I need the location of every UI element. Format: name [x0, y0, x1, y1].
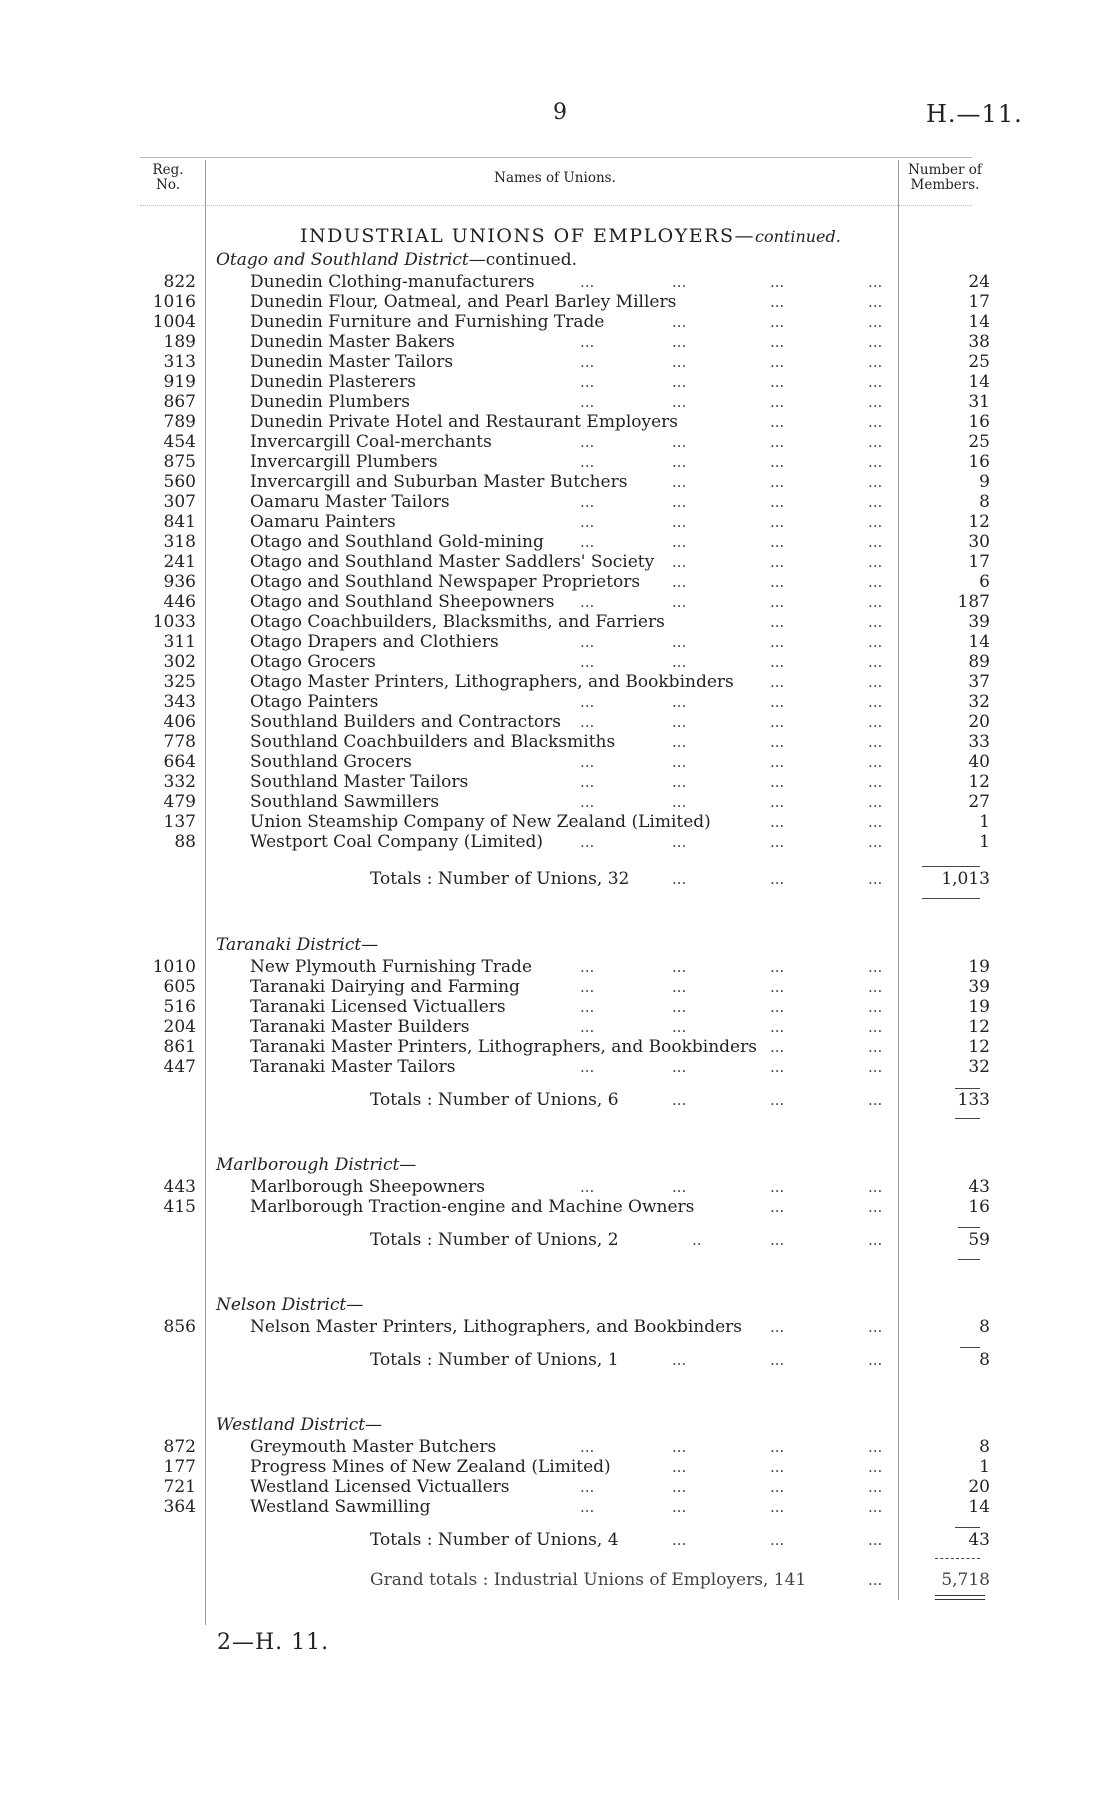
union-name: Progress Mines of New Zealand (Limited) — [250, 1457, 611, 1477]
reg-number: 313 — [163, 352, 196, 372]
union-name: Invercargill Coal-merchants — [250, 432, 492, 452]
table-row — [0, 512, 1114, 532]
leader-dots: ... ... ... ... — [580, 958, 883, 976]
leader-dots: ... ... ... — [672, 1091, 883, 1109]
table-row — [0, 1497, 1114, 1517]
marlborough-total-rule-bottom — [958, 1259, 980, 1260]
otago-heading-text: Otago and Southland District — [216, 250, 469, 270]
grand-total-double-rule — [935, 1595, 985, 1600]
reg-number: 1016 — [152, 292, 196, 312]
district-heading-taranaki: Taranaki District— — [216, 935, 379, 955]
reg-number: 302 — [163, 652, 196, 672]
leader-dots: ... ... ... ... — [580, 453, 883, 471]
leader-dots: ... ... ... ... — [580, 1438, 883, 1456]
union-name: Oamaru Master Tailors — [250, 492, 450, 512]
table-row — [0, 792, 1114, 812]
leader-dots: ... ... ... ... — [580, 493, 883, 511]
leader-dots: ... ... ... — [672, 313, 883, 331]
table-row — [0, 412, 1114, 432]
union-name: Marlborough Traction-engine and Machine Owners — [250, 1197, 695, 1217]
reg-number: 822 — [163, 272, 196, 292]
table-row — [0, 612, 1114, 632]
table-row — [0, 332, 1114, 352]
leader-dots: ... ... ... — [672, 733, 883, 751]
table-row — [0, 592, 1114, 612]
reg-number: 841 — [163, 512, 196, 532]
page-number: 9 — [553, 100, 567, 125]
union-name: New Plymouth Furnishing Trade — [250, 957, 533, 977]
grand-totals-value: 5,718 — [941, 1570, 990, 1590]
totals-label: Totals : Number of Unions, 2 — [370, 1230, 619, 1250]
union-name: Invercargill and Suburban Master Butchers — [250, 472, 628, 492]
reg-number: 454 — [163, 432, 196, 452]
member-count: 25 — [968, 352, 990, 372]
union-name: Dunedin Private Hotel and Restaurant Employers — [250, 412, 679, 432]
leader-dots: ... ... ... — [672, 553, 883, 571]
reg-number: 1010 — [152, 957, 196, 977]
union-name: Otago and Southland Newspaper Proprietors — [250, 572, 641, 592]
members-header — [900, 163, 990, 193]
page-footer: 2—H. 11. — [217, 1630, 330, 1655]
table-row — [0, 672, 1114, 692]
member-count: 17 — [968, 552, 990, 572]
union-name: Westland Sawmilling — [250, 1497, 431, 1517]
leader-dots: ... ... ... ... — [580, 353, 883, 371]
table-row — [0, 292, 1114, 312]
union-name: Otago Grocers — [250, 652, 376, 672]
taranaki-totals-row — [0, 1089, 1114, 1111]
reg-number: 189 — [163, 332, 196, 352]
union-name: Taranaki Master Tailors — [250, 1057, 456, 1077]
member-count: 24 — [968, 272, 990, 292]
totals-value: 8 — [979, 1350, 990, 1370]
member-count: 12 — [968, 1017, 990, 1037]
table-row — [0, 632, 1114, 652]
reg-number: 318 — [163, 532, 196, 552]
table-row — [0, 772, 1114, 792]
union-name: Dunedin Master Bakers — [250, 332, 455, 352]
member-count: 89 — [968, 652, 990, 672]
totals-value: 133 — [957, 1090, 990, 1110]
totals-value: 1,013 — [941, 869, 990, 889]
table-row — [0, 712, 1114, 732]
leader-dots: ... ... ... ... — [580, 373, 883, 391]
table-row — [0, 957, 1114, 977]
member-count: 39 — [968, 612, 990, 632]
table-row — [0, 352, 1114, 372]
section-title-text: INDUSTRIAL UNIONS OF EMPLOYERS— — [300, 225, 755, 247]
marlborough-totals-row — [0, 1229, 1114, 1251]
reg-number: 778 — [163, 732, 196, 752]
union-name: Oamaru Painters — [250, 512, 396, 532]
member-count: 9 — [979, 472, 990, 492]
union-name: Otago and Southland Gold-mining — [250, 532, 544, 552]
union-name: Union Steamship Company of New Zealand (Limited) — [250, 812, 711, 832]
member-count: 19 — [968, 957, 990, 977]
leader-dots: ... ... ... ... — [580, 513, 883, 531]
member-count: 12 — [968, 1037, 990, 1057]
reg-number: 875 — [163, 452, 196, 472]
union-name: Greymouth Master Butchers — [250, 1437, 497, 1457]
union-name: Otago Master Printers, Lithographers, and Bookbinders — [250, 672, 734, 692]
union-name: Dunedin Clothing-manufacturers — [250, 272, 535, 292]
leader-dots: .. ... ... — [692, 1231, 883, 1249]
leader-dots: ... ... — [770, 1038, 883, 1056]
reg-number: 936 — [163, 572, 196, 592]
table-row — [0, 472, 1114, 492]
member-count: 37 — [968, 672, 990, 692]
member-count: 12 — [968, 512, 990, 532]
reg-number: 325 — [163, 672, 196, 692]
table-row — [0, 652, 1114, 672]
member-count: 31 — [968, 392, 990, 412]
union-name: Westport Coal Company (Limited) — [250, 832, 544, 852]
member-count: 16 — [968, 412, 990, 432]
member-count: 8 — [979, 1317, 990, 1337]
member-count: 30 — [968, 532, 990, 552]
union-name: Nelson Master Printers, Lithographers, and Bookbinders — [250, 1317, 743, 1337]
union-name: Westland Licensed Victuallers — [250, 1477, 510, 1497]
leader-dots: ... ... ... ... — [580, 393, 883, 411]
member-count: 20 — [968, 712, 990, 732]
reg-number: 364 — [163, 1497, 196, 1517]
reg-number: 177 — [163, 1457, 196, 1477]
header-top-rule — [140, 157, 972, 158]
member-count: 33 — [968, 732, 990, 752]
leader-dots: ... ... ... — [672, 473, 883, 491]
reg-number: 332 — [163, 772, 196, 792]
table-row — [0, 572, 1114, 592]
table-row — [0, 732, 1114, 752]
totals-value: 59 — [968, 1230, 990, 1250]
westland-totals-row — [0, 1529, 1114, 1551]
union-name: Otago Coachbuilders, Blacksmiths, and Farriers — [250, 612, 665, 632]
reg-number: 872 — [163, 1437, 196, 1457]
table-row — [0, 432, 1114, 452]
leader-dots: ... ... ... ... — [580, 753, 883, 771]
union-name: Otago Painters — [250, 692, 379, 712]
reg-header-line1: Reg. — [152, 162, 184, 178]
table-row — [0, 392, 1114, 412]
names-header: Names of Unions. — [494, 170, 616, 186]
reg-number: 516 — [163, 997, 196, 1017]
reg-number: 1033 — [152, 612, 196, 632]
leader-dots: ... ... ... ... — [580, 593, 883, 611]
member-count: 14 — [968, 312, 990, 332]
union-name: Taranaki Master Builders — [250, 1017, 470, 1037]
reg-number: 560 — [163, 472, 196, 492]
table-row — [0, 492, 1114, 512]
leader-dots: ... ... ... ... — [580, 713, 883, 731]
leader-dots: ... ... — [770, 673, 883, 691]
union-name: Otago and Southland Sheepowners — [250, 592, 555, 612]
leader-dots: ... ... — [770, 813, 883, 831]
otago-total-rule — [922, 866, 980, 867]
union-name: Otago and Southland Master Saddlers' Society — [250, 552, 655, 572]
member-count: 1 — [979, 812, 990, 832]
totals-label: Totals : Number of Unions, 32 — [370, 869, 630, 889]
union-name: Dunedin Plasterers — [250, 372, 416, 392]
leader-dots: ... ... ... ... — [580, 1498, 883, 1516]
reg-number: 721 — [163, 1477, 196, 1497]
union-name: Southland Builders and Contractors — [250, 712, 562, 732]
reg-number: 919 — [163, 372, 196, 392]
section-title-continued: continued. — [755, 227, 841, 246]
leader-dots: ... ... — [770, 413, 883, 431]
leader-dots: ... ... ... ... — [580, 533, 883, 551]
members-header-line2: Members. — [910, 177, 980, 193]
leader-dots: ... ... ... — [672, 870, 883, 888]
table-row — [0, 1457, 1114, 1477]
table-row — [0, 1057, 1114, 1077]
leader-dots: ... ... ... — [672, 1351, 883, 1369]
table-row — [0, 452, 1114, 472]
table-row — [0, 312, 1114, 332]
table-row — [0, 997, 1114, 1017]
table-row — [0, 1437, 1114, 1457]
table-row — [0, 977, 1114, 997]
table-row — [0, 1177, 1114, 1197]
member-count: 14 — [968, 1497, 990, 1517]
member-count: 40 — [968, 752, 990, 772]
member-count: 8 — [979, 492, 990, 512]
reg-number: 605 — [163, 977, 196, 997]
union-name: Southland Master Tailors — [250, 772, 469, 792]
district-heading-westland: Westland District— — [216, 1415, 383, 1435]
leader-dots: ... ... ... — [672, 1458, 883, 1476]
reg-number: 867 — [163, 392, 196, 412]
table-row — [0, 832, 1114, 852]
table-row — [0, 1197, 1114, 1217]
nelson-total-rule — [960, 1347, 980, 1348]
table-row — [0, 692, 1114, 712]
union-name: Dunedin Furniture and Furnishing Trade — [250, 312, 605, 332]
union-name: Taranaki Master Printers, Lithographers, and Bookbinders — [250, 1037, 757, 1057]
reg-number: 446 — [163, 592, 196, 612]
leader-dots: ... ... ... ... — [580, 633, 883, 651]
table-row — [0, 552, 1114, 572]
member-count: 38 — [968, 332, 990, 352]
grand-totals-row — [0, 1569, 1114, 1591]
member-count: 25 — [968, 432, 990, 452]
reg-number: 447 — [163, 1057, 196, 1077]
district-heading-nelson: Nelson District— — [216, 1295, 364, 1315]
member-count: 27 — [968, 792, 990, 812]
leader-dots: ... — [868, 1571, 883, 1589]
member-count: 14 — [968, 372, 990, 392]
leader-dots: ... ... ... ... — [580, 998, 883, 1016]
member-count: 20 — [968, 1477, 990, 1497]
member-count: 8 — [979, 1437, 990, 1457]
reg-number: 664 — [163, 752, 196, 772]
table-row — [0, 272, 1114, 292]
union-name: Invercargill Plumbers — [250, 452, 438, 472]
member-count: 43 — [968, 1177, 990, 1197]
leader-dots: ... ... ... ... — [580, 978, 883, 996]
members-header-line1: Number of — [908, 162, 982, 178]
table-row — [0, 752, 1114, 772]
member-count: 1 — [979, 832, 990, 852]
member-count: 6 — [979, 572, 990, 592]
westland-total-rule — [955, 1527, 980, 1528]
table-row — [0, 1317, 1114, 1337]
leader-dots: ... ... ... ... — [580, 1178, 883, 1196]
reg-number: 789 — [163, 412, 196, 432]
member-count: 19 — [968, 997, 990, 1017]
taranaki-total-rule-bottom — [955, 1118, 980, 1119]
reg-number: 479 — [163, 792, 196, 812]
leader-dots: ... ... ... ... — [580, 433, 883, 451]
union-name: Southland Grocers — [250, 752, 412, 772]
union-name: Southland Coachbuilders and Blacksmiths — [250, 732, 616, 752]
reg-number: 443 — [163, 1177, 196, 1197]
otago-totals-row — [0, 868, 1114, 890]
reg-no-header — [140, 163, 196, 193]
union-name: Dunedin Plumbers — [250, 392, 410, 412]
leader-dots: ... ... — [770, 613, 883, 631]
member-count: 187 — [957, 592, 990, 612]
district-heading-otago — [216, 250, 577, 270]
union-name: Dunedin Master Tailors — [250, 352, 454, 372]
totals-label: Totals : Number of Unions, 1 — [370, 1350, 619, 1370]
nelson-totals-row — [0, 1349, 1114, 1371]
reg-number: 204 — [163, 1017, 196, 1037]
leader-dots: ... ... ... ... — [580, 693, 883, 711]
reg-number: 406 — [163, 712, 196, 732]
member-count: 1 — [979, 1457, 990, 1477]
marlborough-total-rule — [958, 1227, 980, 1228]
member-count: 16 — [968, 452, 990, 472]
member-count: 32 — [968, 1057, 990, 1077]
leader-dots: ... ... — [770, 1318, 883, 1336]
leader-dots: ... ... ... ... — [580, 833, 883, 851]
member-count: 39 — [968, 977, 990, 997]
district-heading-marlborough: Marlborough District— — [216, 1155, 417, 1175]
header-bottom-rule — [140, 205, 972, 206]
union-name: Taranaki Dairying and Farming — [250, 977, 520, 997]
table-row — [0, 1037, 1114, 1057]
grand-totals-label: Grand totals : Industrial Unions of Employers, 141 — [370, 1570, 807, 1590]
reg-number: 307 — [163, 492, 196, 512]
union-name: Southland Sawmillers — [250, 792, 440, 812]
leader-dots: ... ... ... — [672, 1531, 883, 1549]
table-row — [0, 1477, 1114, 1497]
section-title — [300, 225, 841, 247]
table-row — [0, 812, 1114, 832]
otago-total-rule-bottom — [922, 898, 980, 899]
member-count: 17 — [968, 292, 990, 312]
union-name: Dunedin Flour, Oatmeal, and Pearl Barley Millers — [250, 292, 677, 312]
leader-dots: ... ... ... ... — [580, 273, 883, 291]
reg-number: 1004 — [152, 312, 196, 332]
leader-dots: ... ... ... ... — [580, 1058, 883, 1076]
reg-number: 343 — [163, 692, 196, 712]
otago-heading-suffix: —continued. — [468, 250, 577, 270]
leader-dots: ... ... ... ... — [580, 1018, 883, 1036]
leader-dots: ... ... ... — [672, 573, 883, 591]
table-row — [0, 532, 1114, 552]
member-count: 16 — [968, 1197, 990, 1217]
leader-dots: ... ... ... ... — [580, 793, 883, 811]
grand-total-rule — [935, 1558, 980, 1559]
union-name: Marlborough Sheepowners — [250, 1177, 486, 1197]
leader-dots: ... ... — [770, 293, 883, 311]
document-reference: H.—11. — [926, 100, 1023, 128]
leader-dots: ... ... — [770, 1198, 883, 1216]
table-row — [0, 1017, 1114, 1037]
totals-value: 43 — [968, 1530, 990, 1550]
member-count: 14 — [968, 632, 990, 652]
union-name: Otago Drapers and Clothiers — [250, 632, 499, 652]
leader-dots: ... ... ... ... — [580, 773, 883, 791]
union-name: Taranaki Licensed Victuallers — [250, 997, 506, 1017]
leader-dots: ... ... ... ... — [580, 333, 883, 351]
member-count: 32 — [968, 692, 990, 712]
totals-label: Totals : Number of Unions, 6 — [370, 1090, 619, 1110]
reg-number: 241 — [163, 552, 196, 572]
reg-number: 311 — [163, 632, 196, 652]
reg-number: 137 — [163, 812, 196, 832]
reg-number: 88 — [174, 832, 196, 852]
leader-dots: ... ... ... ... — [580, 653, 883, 671]
totals-label: Totals : Number of Unions, 4 — [370, 1530, 619, 1550]
reg-number: 415 — [163, 1197, 196, 1217]
table-row — [0, 372, 1114, 392]
reg-number: 856 — [163, 1317, 196, 1337]
leader-dots: ... ... ... ... — [580, 1478, 883, 1496]
reg-header-line2: No. — [156, 177, 180, 193]
reg-number: 861 — [163, 1037, 196, 1057]
member-count: 12 — [968, 772, 990, 792]
